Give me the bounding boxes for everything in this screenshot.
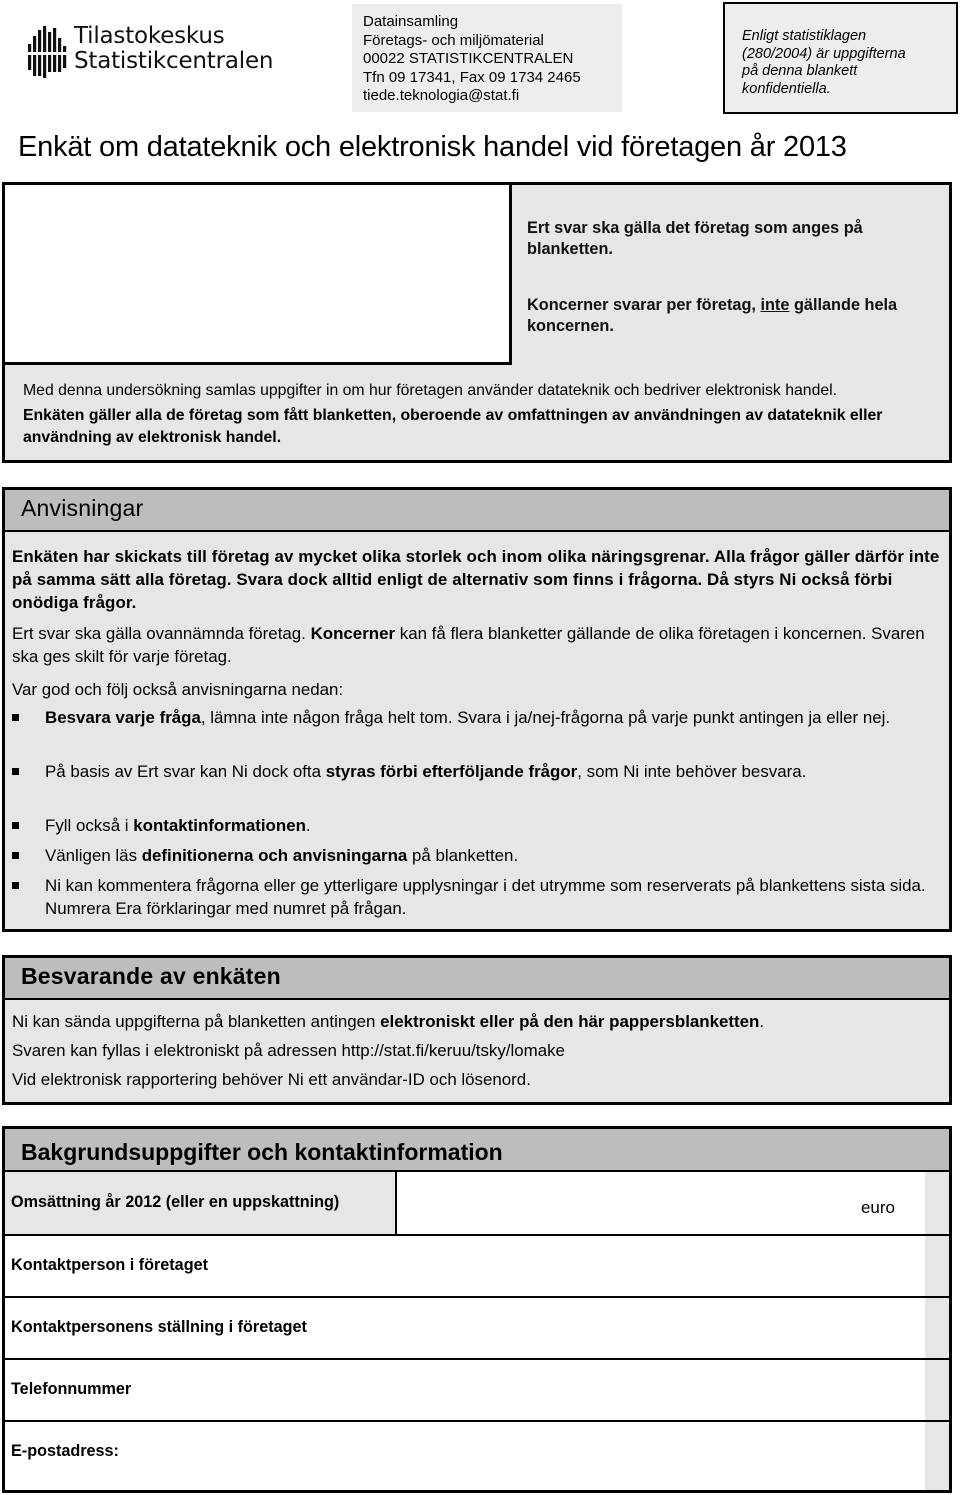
instruction-bullet [12, 874, 947, 920]
contact-info-box [352, 4, 622, 112]
response-url-line[interactable]: Svaren kan fyllas i elektroniskt på adressen http://stat.fi/keruu/tsky/lomake [12, 1041, 565, 1060]
contact-person-label: Kontaktperson i företaget [11, 1256, 208, 1274]
phone-label: Telefonnummer [11, 1380, 132, 1398]
intro-paragraph-bold: Enkäten gäller alla de företag som fått blanketten, oberoende av omfattningen av användningen av datateknik eller användning av elektronisk handel. [23, 407, 883, 446]
confidentiality-box [723, 2, 958, 114]
response-bold: elektroniskt eller på den här pappersblanketten [380, 1012, 760, 1031]
contact-line: Tfn 09 17341, Fax 09 1734 2465 [363, 68, 581, 86]
turnover-input[interactable] [395, 1172, 925, 1234]
response-line [12, 1010, 942, 1033]
field-row-email [5, 1422, 949, 1490]
bullet-text: På basis av Ert svar kan Ni dock ofta [45, 762, 326, 781]
bullet-square-icon [12, 768, 19, 775]
note-groups [527, 295, 947, 337]
contact-email[interactable]: tiede.teknologia@stat.fi [363, 87, 520, 105]
bullet-square-icon [12, 852, 19, 859]
p2-a: Ert svar ska gälla ovannämnda företag. [12, 624, 311, 643]
note-company: Ert svar ska gälla det företag som anges på blanketten. [527, 219, 863, 258]
tilastokeskus-logo [22, 22, 282, 82]
email-label: E-postadress: [11, 1442, 119, 1460]
bullet-square-icon [12, 714, 19, 721]
position-label: Kontaktpersonens ställning i företaget [11, 1318, 307, 1336]
field-row-phone [5, 1360, 949, 1422]
field-row-turnover [5, 1172, 949, 1236]
bullet-square-icon [12, 822, 19, 829]
instructions-heading: Anvisningar [5, 490, 949, 532]
instruction-bullet [12, 844, 947, 867]
bullet-text: på blanketten. [407, 846, 519, 865]
phone-input[interactable] [5, 1360, 925, 1420]
instructions-paragraph [12, 622, 942, 668]
contact-line: 00022 STATISTIKCENTRALEN [363, 50, 574, 68]
intro-box [2, 182, 952, 463]
p2-c: kan få flera blanketter gällande de olika företagen i koncernen. Svaren ska ges skilt för varje företag. [12, 624, 925, 666]
background-heading: Bakgrundsuppgifter och kontaktinformation [5, 1129, 949, 1172]
logo-line2: Statistikcentralen [74, 48, 274, 74]
response-heading: Besvarande av enkäten [5, 958, 949, 1000]
logo-line1: Tilastokeskus [74, 23, 225, 49]
bullet-text: Ni kan kommentera frågorna eller ge ytterligare upplysningar i det utrymme som reserverats på blankettens sista sida. Numrera Era förklaringar med numret på frågan. [45, 876, 926, 918]
turnover-label: Omsättning år 2012 (eller en uppskattning) [11, 1193, 340, 1211]
instruction-bullet [12, 760, 947, 783]
contact-line: Företags- och miljömaterial [363, 31, 544, 49]
logo-bars-icon [28, 26, 70, 78]
p2-b: Koncerner [310, 624, 396, 643]
bullet-text: . [305, 816, 311, 835]
instruction-bullet [12, 706, 947, 729]
bullet-bold: kontaktinformationen [133, 816, 306, 835]
page-title: Enkät om datateknik och elektronisk handel vid företagen år 2013 [18, 131, 847, 163]
response-text: . [759, 1012, 765, 1031]
bullet-text: Fyll också i [45, 816, 134, 835]
confidentiality-line: (280/2004) är uppgifterna [742, 45, 906, 62]
address-field [5, 185, 512, 365]
field-row-position [5, 1298, 949, 1360]
note-groups-underline: inte [760, 296, 790, 314]
bullet-text: , lämna inte någon fråga helt tom. Svara i ja/nej-frågorna på varje punkt antingen ja eller nej. [200, 708, 891, 727]
confidentiality-line: Enligt statistiklagen [742, 28, 867, 44]
instructions-paragraph: Var god och följ också anvisningarna nedan: [12, 680, 344, 699]
email-input[interactable] [5, 1422, 925, 1490]
bullet-text: Vänligen läs [45, 846, 142, 865]
note-groups-post: gällande hela koncernen. [527, 296, 898, 335]
bullet-text: , som Ni inte behöver besvara. [577, 762, 807, 781]
bullet-bold: definitionerna och anvisningarna [141, 846, 408, 865]
response-text: Ni kan sända uppgifterna på blanketten antingen [12, 1012, 381, 1031]
euro-unit: euro [860, 1198, 895, 1217]
confidentiality-line: på denna blankett [742, 63, 858, 80]
bullet-bold: Besvara varje fråga [45, 708, 201, 727]
response-line: Vid elektronisk rapportering behöver Ni ett användar-ID och lösenord. [12, 1070, 531, 1089]
bullet-bold: styras förbi efterföljande frågor [325, 762, 578, 781]
field-row-contact-person [5, 1236, 949, 1298]
instructions-paragraph: Enkäten har skickats till företag av mycket olika storlek och inom olika näringsgrenar. Alla frågor gäller därför inte på samma sätt alla företag. Svara dock alltid enligt de alternativ som finns i frågorna. Då styrs Ni också förbi onödiga frågor. [12, 547, 940, 612]
response-section [2, 955, 952, 1105]
instructions-section [2, 487, 952, 932]
bullet-square-icon [12, 882, 19, 889]
instruction-bullet [12, 814, 947, 837]
intro-paragraph: Med denna undersökning samlas uppgifter in om hur företagen använder datateknik och bedriver elektronisk handel. [23, 382, 838, 399]
background-section [2, 1126, 952, 1493]
contact-line: Datainsamling [363, 13, 459, 30]
note-groups-pre: Koncerner svarar per företag, [527, 296, 761, 314]
confidentiality-line: konfidentiella. [742, 80, 831, 97]
